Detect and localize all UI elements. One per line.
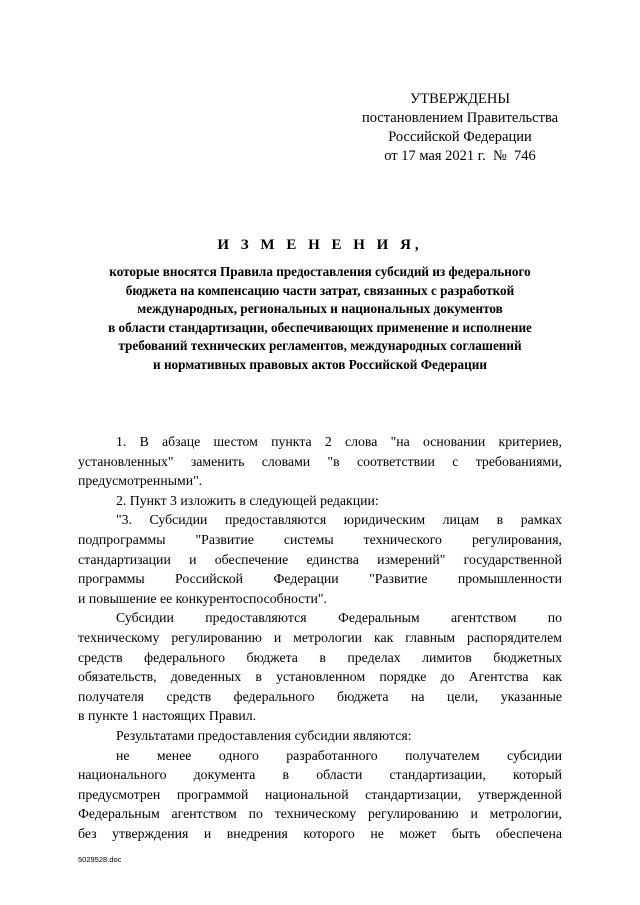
subtitle-line: и нормативных правовых актов Российской Федерации [153,356,487,372]
body-line: установленных" заменить словами "в соответствии с требованиями, [78,453,562,469]
subtitle-line: требований технических регламентов, международных соглашений [118,338,522,353]
approval-line: Российской Федерации [388,129,532,145]
body-line: без утверждения и внедрения которого не может быть обеспечена [78,825,562,841]
approval-block [350,90,570,166]
body-line: "3. Субсидии предоставляются юридическим лицам в рамках [116,512,562,528]
document-body [78,432,562,843]
body-line: техническому регулированию и метрологии как главным распорядителем [78,629,562,645]
body-line: Федеральным агентством по техническому регулированию и метрологии, [78,806,562,822]
subtitle-line: в области стандартизации, обеспечивающих применение и исполнение [108,319,532,335]
body-line: средств федерального бюджета в пределах лимитов бюджетных [78,649,562,665]
body-line: получателя средств федерального бюджета на цели, указанные [78,688,562,704]
body-line: национального документа в области стандартизации, который [78,767,562,783]
body-line: предусмотрен программой национальной стандартизации, утвержденной [78,786,562,802]
body-line: 2. Пункт 3 изложить в следующей редакции: [116,492,379,508]
body-line: не менее одного разработанного получателем субсидии [116,747,562,763]
body-line: программы Российской Федерации "Развитие промышленности [78,571,562,587]
body-line: 1. В абзаце шестом пункта 2 слова "на основании критериев, [116,434,562,449]
body-line: Субсидии предоставляются Федеральным агентством по [116,610,562,626]
body-line: в пункте 1 настоящих Правил. [78,708,257,724]
approval-line: постановлением Правительства [361,110,559,126]
document-title: И З М Е Н Е Н И Я, [217,237,423,253]
body-line: стандартизации и обеспечение единства измерений" государственной [78,551,562,567]
subtitle-line: которые вносятся Правила предоставления субсидий из федерального [109,264,531,279]
approval-date: от 17 мая 2021 г. № 746 [384,148,536,164]
body-line: предусмотренными". [78,473,203,489]
body-line: и повышение ее конкурентоспособности". [78,590,327,606]
body-line: обязательств, доведенных в установленном порядке до Агентства как [78,669,562,685]
body-line: подпрограммы "Развитие системы технического регулирования, [78,531,562,547]
approval-heading: УТВЕРЖДЕНЫ [409,91,511,107]
subtitle-line: бюджета на компенсацию части затрат, связанных с разработкой [125,282,515,298]
document-subtitle [60,263,580,374]
subtitle-line: международных, региональных и национальных документов [137,301,503,316]
file-reference: 5029528.doc [78,855,122,864]
body-line: Результатами предоставления субсидии являются: [116,727,412,743]
